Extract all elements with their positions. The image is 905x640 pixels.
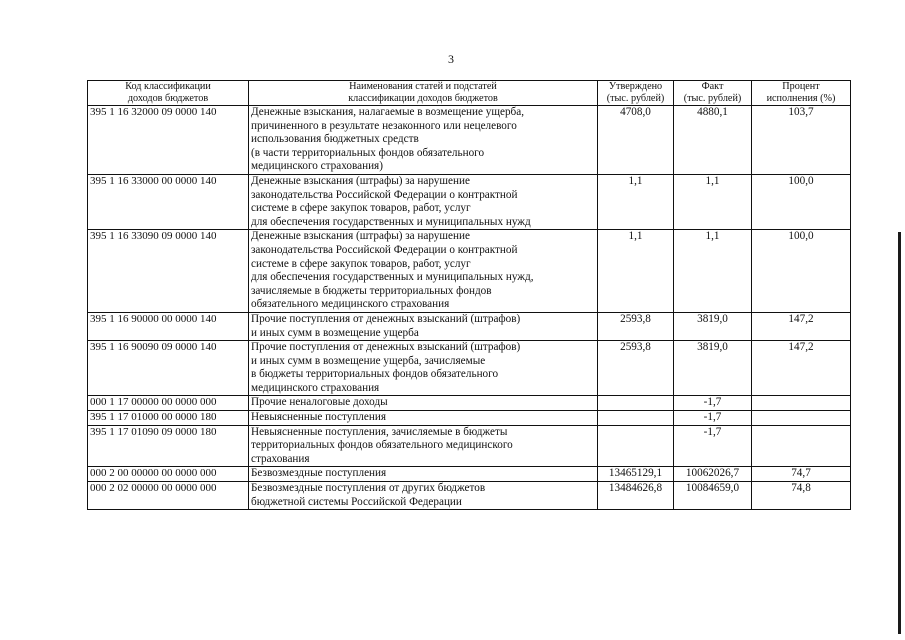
row-approved-cell: 13465129,1 [598,467,674,482]
row-name-cell: Денежные взыскания (штрафы) за нарушение законодательства Российской Федерации о контрактной системе в сфере закупок товаров, работ, услуг для обеспечения государственных и муниципальных нужд [249,174,598,229]
row-code-cell: 395 1 16 33090 09 0000 140 [88,230,249,313]
row-approved-cell [598,396,674,411]
table-row [88,467,851,482]
row-percent-cell: 100,0 [752,174,851,229]
row-approved-cell: 2593,8 [598,312,674,340]
row-approved-cell: 1,1 [598,230,674,313]
row-code-cell: 395 1 16 90000 00 0000 140 [88,312,249,340]
row-approved-cell [598,425,674,467]
header-code: Код классификации доходов бюджетов [88,81,249,106]
row-name-cell: Безвозмездные поступления от других бюджетов бюджетной системы Российской Федерации [249,482,598,510]
table-row [88,425,851,467]
row-actual-cell: -1,7 [674,396,752,411]
scan-edge-shadow [898,232,901,634]
row-percent-cell: 103,7 [752,106,851,175]
row-approved-cell: 1,1 [598,174,674,229]
row-code-cell: 000 2 00 00000 00 0000 000 [88,467,249,482]
row-approved-cell: 13484626,8 [598,482,674,510]
header-percent: Процент исполнения (%) [752,81,851,106]
row-code-cell: 395 1 16 33000 00 0000 140 [88,174,249,229]
budget-revenue-table [87,80,851,510]
row-name-cell: Прочие поступления от денежных взысканий (штрафов) и иных сумм в возмещение ущерба [249,312,598,340]
row-percent-cell: 74,7 [752,467,851,482]
row-name-cell: Денежные взыскания (штрафы) за нарушение законодательства Российской Федерации о контрактной системе в сфере закупок товаров, работ, услуг для обеспечения государственных и муниципальных нужд, зачисляемые в бюджеты территориальных фондов обязательного медицинского страхования [249,230,598,313]
row-name-cell: Безвозмездные поступления [249,467,598,482]
row-percent-cell: 74,8 [752,482,851,510]
row-percent-cell: 147,2 [752,312,851,340]
row-actual-cell: 3819,0 [674,312,752,340]
row-actual-cell: -1,7 [674,425,752,467]
row-name-cell: Прочие неналоговые доходы [249,396,598,411]
row-code-cell: 000 1 17 00000 00 0000 000 [88,396,249,411]
row-percent-cell [752,425,851,467]
header-name: Наименования статей и подстатей классификации доходов бюджетов [249,81,598,106]
row-code-cell: 395 1 16 32000 09 0000 140 [88,106,249,175]
table-row [88,396,851,411]
row-actual-cell: 3819,0 [674,341,752,396]
row-actual-cell: 4880,1 [674,106,752,175]
row-name-cell: Денежные взыскания, налагаемые в возмещение ущерба, причиненного в результате незаконного или нецелевого использования бюджетных средств (в части территориальных фондов обязательного медицинского страхования) [249,106,598,175]
row-actual-cell: -1,7 [674,411,752,426]
row-approved-cell [598,411,674,426]
table-row [88,411,851,426]
row-actual-cell: 1,1 [674,174,752,229]
table-row [88,312,851,340]
row-percent-cell: 100,0 [752,230,851,313]
row-percent-cell [752,396,851,411]
table-row [88,341,851,396]
header-actual: Факт (тыс. рублей) [674,81,752,106]
row-code-cell: 000 2 02 00000 00 0000 000 [88,482,249,510]
header-approved: Утверждено (тыс. рублей) [598,81,674,106]
row-code-cell: 395 1 16 90090 09 0000 140 [88,341,249,396]
table-row [88,482,851,510]
table-header-row [88,81,851,106]
row-actual-cell: 10062026,7 [674,467,752,482]
row-percent-cell: 147,2 [752,341,851,396]
row-code-cell: 395 1 17 01090 09 0000 180 [88,425,249,467]
table-row [88,174,851,229]
row-percent-cell [752,411,851,426]
row-actual-cell: 1,1 [674,230,752,313]
page-number: 3 [448,52,454,66]
row-name-cell: Невыясненные поступления, зачисляемые в бюджеты территориальных фондов обязательного медицинского страхования [249,425,598,467]
row-actual-cell: 10084659,0 [674,482,752,510]
table-row [88,230,851,313]
table-row [88,106,851,175]
row-code-cell: 395 1 17 01000 00 0000 180 [88,411,249,426]
row-name-cell: Невыясненные поступления [249,411,598,426]
row-approved-cell: 4708,0 [598,106,674,175]
row-approved-cell: 2593,8 [598,341,674,396]
row-name-cell: Прочие поступления от денежных взысканий (штрафов) и иных сумм в возмещение ущерба, зачисляемые в бюджеты территориальных фондов обязательного медицинского страхования [249,341,598,396]
